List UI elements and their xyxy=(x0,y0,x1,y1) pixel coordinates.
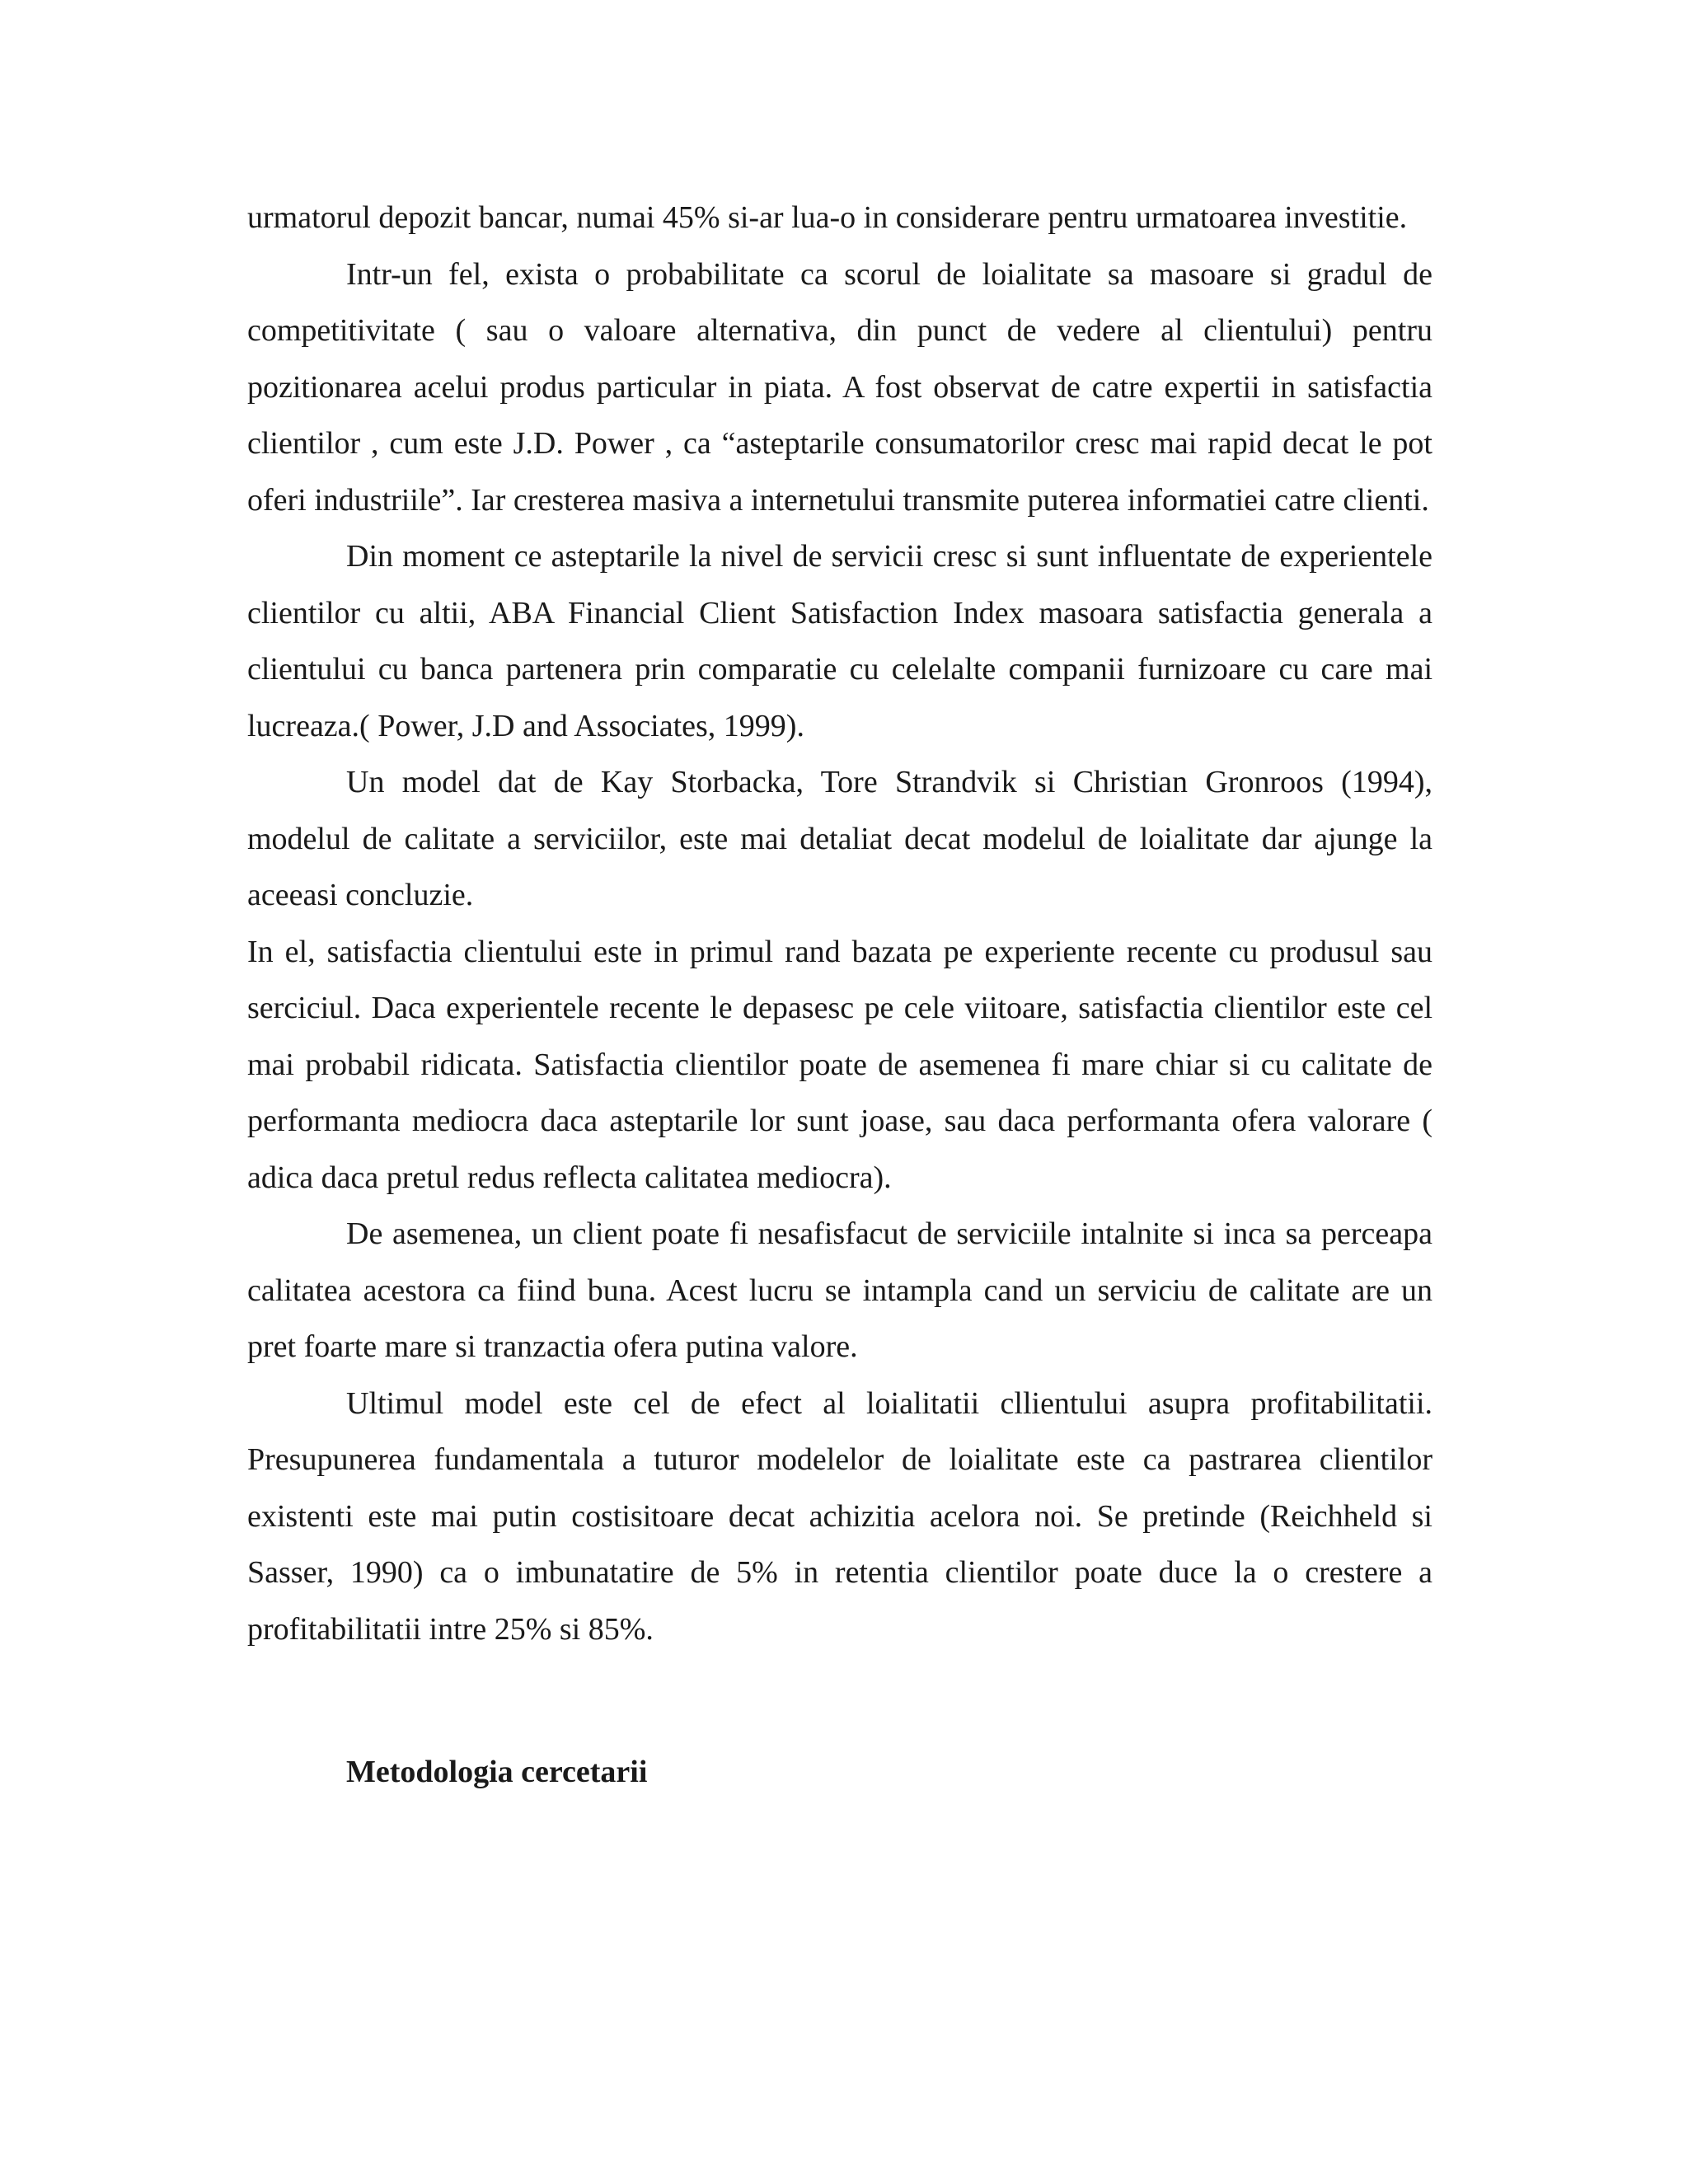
paragraph-continuation: urmatorul depozit bancar, numai 45% si-ar lua-o in considerare pentru urmatoarea investitie. xyxy=(247,200,1408,235)
paragraph-loyalty-score: Intr-un fel, exista o probabilitate ca scorul de loialitate sa masoare si gradul de competitivitate ( sau o valoare alternativa, din punct de vedere al clientului) pentru pozitionarea acelui produs particular in piata. A fost observat de catre expertii in satisfactia clientilor , cum este J.D. Power , ca “asteptarile consumatorilor cresc mai rapid decat le pot oferi industriile”. Iar cresterea masiva a internetului transmite puterea informatiei catre clienti. xyxy=(247,256,1432,518)
document-body xyxy=(247,190,1432,1801)
paragraph-service-quality-model: Un model dat de Kay Storbacka, Tore Strandvik si Christian Gronroos (1994), modelul de calitate a serviciilor, este mai detaliat decat modelul de loialitate dar ajunge la aceeasi concluzie. xyxy=(247,765,1432,912)
paragraph-profitability-model: Ultimul model este cel de efect al loialitatii cllientului asupra profitabilitatii. Presupunerea fundamentala a tuturor modelelor de loialitate este ca pastrarea clientilor existenti este mai putin costisitoare decat achizitia acelora noi. Se pretinde (Reichheld si Sasser, 1990) ca o imbunatatire de 5% in retentia clientilor poate duce la o crestere a profitabilitatii intre 25% si 85%. xyxy=(247,1385,1432,1647)
section-heading: Metodologia cercetarii xyxy=(346,1755,648,1789)
paragraph-dissatisfied-client: De asemenea, un client poate fi nesafisfacut de serviciile intalnite si inca sa perceapa calitatea acestora ca fiind buna. Acest lucru se intampla cand un serviciu de calitate are un pret foarte mare si tranzactia ofera putina valore. xyxy=(247,1216,1432,1364)
paragraph-aba-index: Din moment ce asteptarile la nivel de servicii cresc si sunt influentate de experientele clientilor cu altii, ABA Financial Client Satisfaction Index masoara satisfactia generala a clientului cu banca partenera prin comparatie cu celelalte companii furnizoare cu care mai lucreaza.( Power, J.D and Associates, 1999). xyxy=(247,539,1432,743)
paragraph-client-satisfaction: In el, satisfactia clientului este in primul rand bazata pe experiente recente cu produsul sau serciciul. Daca experientele recente le depasesc pe cele viitoare, satisfactia clientilor este cel mai probabil ridicata. Satisfactia clientilor poate de asemenea fi mare chiar si cu calitate de performanta mediocra daca asteptarile lor sunt joase, sau daca performanta ofera valorare ( adica daca pretul redus reflecta calitatea mediocra). xyxy=(247,934,1432,1195)
